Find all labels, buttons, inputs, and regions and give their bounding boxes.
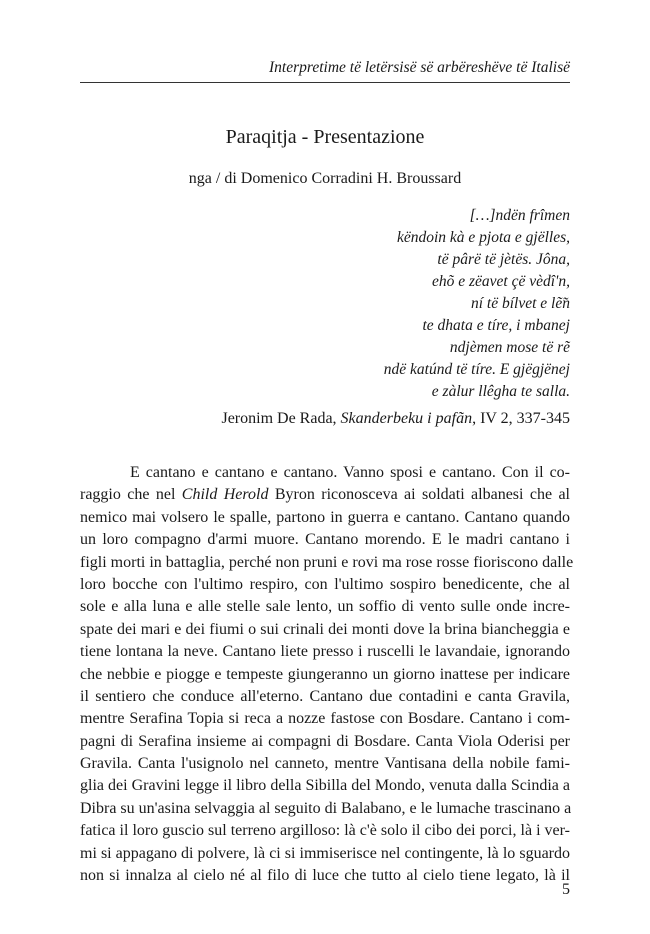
text-line: tiene lontana la neve. Cantano liete presso i ruscelli le lavandaie, ignorando <box>80 643 570 661</box>
text-line: loro bocche con l'ultimo respiro, con l'ultimo sospiro benedicente, che al <box>80 575 570 593</box>
page-number: 5 <box>562 881 570 898</box>
poem-line: të pârë të jètës. Jôna, <box>437 251 570 268</box>
byline: nga / di Domenico Corradini H. Broussard <box>188 170 462 187</box>
text-segment: Byron riconosceva ai soldati albanesi che al <box>268 486 570 504</box>
text-line: un loro compagno d'armi muore. Cantano morendo. E le madri cantano i <box>80 531 570 549</box>
text-line: glia dei Gravini legge il libro della Sibilla del Mondo, venuta dalla Scindia a <box>80 777 570 795</box>
page-title: Paraqitja - Presentazione <box>225 126 425 148</box>
text-line: E cantano e cantano e cantano. Vanno sposi e cantano. Con il co- <box>130 464 570 481</box>
text-line: il sentiero che conduce all'eterno. Cantano due contadini e canta Gravila, <box>80 687 570 705</box>
epigraph-poem <box>384 205 570 403</box>
text-line: pagni di Serafina insieme ai compagni di Bosdare. Canta Viola Oderisi per <box>80 732 570 750</box>
text-segment: raggio che nel <box>80 486 182 504</box>
citation-author: Jeronim De Rada, <box>221 410 341 427</box>
text-line: fatica il loro guscio sul terreno argilloso: là c'è solo il cibo dei porci, là i ver- <box>80 822 570 840</box>
poem-line: ndjèmen mose të rẽ <box>449 339 570 356</box>
text-line: mi si appagano di polvere, là ci si immiserisce nel contingente, là lo sguardo <box>80 844 570 862</box>
poem-line: këndoin kà e pjota e gjëlles, <box>396 229 570 246</box>
citation-ref: , IV 2, 337-345 <box>472 410 570 427</box>
text-line: non si innalza al cielo né al filo di luce che tutto al cielo tiene legato, là il <box>80 867 570 885</box>
text-line: spate dei mari e dei fiumi o sui crinali dei monti dove la brina biancheggia e <box>80 620 570 638</box>
text-line: Dibra su un'asina selvaggia al seguito di Balabano, e le lumache trascinano a <box>80 799 572 817</box>
text-line: nemico mai volsero le spalle, partono in guerra e cantano. Cantano quando <box>80 508 570 526</box>
poem-line: ehõ e zëavet çë vèdî'n, <box>431 273 570 290</box>
body-paragraph <box>80 462 574 887</box>
poem-line: te dhata e tíre, i mbanej <box>422 317 570 334</box>
citation-work: Skanderbeku i pafãn <box>340 410 473 427</box>
text-line: sole e alla luna e alle stelle sale lento, un soffio di vento sulle onde incre- <box>80 598 570 616</box>
text-line: Gravila. Canta l'usignolo nel canneto, mentre Vantisana della nobile fami- <box>80 755 570 773</box>
italic-title: Child Herold <box>181 486 269 504</box>
poem-line: […]ndën frîmen <box>469 207 570 224</box>
text-line: che nebbie e piogge e tempeste giungeranno un giorno inattese per indicare <box>80 665 570 683</box>
text-line: figli morti in battaglia, perché non pruni e rovi ma rose rosse fioriscono dalle <box>80 553 574 571</box>
text-line <box>80 484 570 506</box>
epigraph-citation <box>221 408 570 430</box>
text-line: mentre Serafina Topia si reca a nozze fastose con Bosdare. Cantano i com- <box>80 710 570 728</box>
poem-line: ní të bílvet e lẽ̃n <box>471 295 570 312</box>
poem-line: e zàlur llêgha te salla. <box>431 383 570 400</box>
poem-line: ndë katúnd të tíre. E gjëgjënej <box>383 361 570 378</box>
running-head: Interpretime të letërsisë së arbëreshëve të Italisë <box>80 58 570 83</box>
